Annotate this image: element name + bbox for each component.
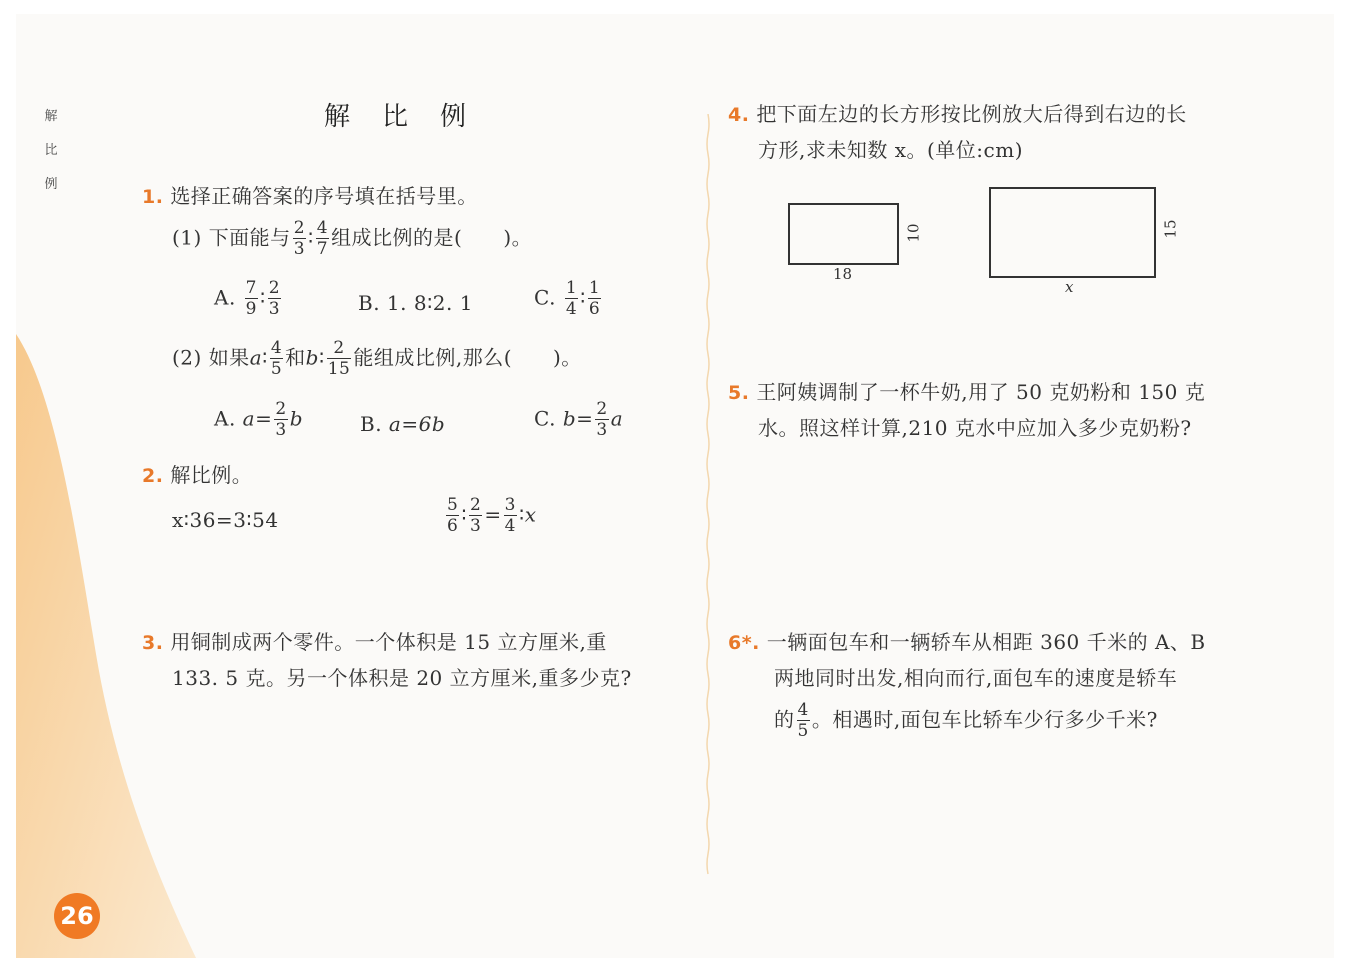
question-text: 解比例。	[170, 463, 253, 487]
question-text: 。相遇时,面包车比轿车少行多少千米?	[811, 707, 1158, 732]
option-label: A.	[214, 406, 236, 431]
fraction	[469, 497, 482, 535]
question-2	[142, 459, 252, 488]
denominator: 6	[588, 299, 601, 319]
option-label: C.	[534, 406, 556, 431]
numerator: 5	[447, 495, 459, 515]
denominator: 3	[470, 516, 482, 536]
small-rectangle-height-label: 10	[904, 223, 923, 243]
question-6-line-2	[774, 662, 1177, 691]
numerator: 3	[504, 495, 516, 515]
option-label: A.	[214, 285, 236, 310]
fraction	[565, 280, 578, 318]
stem-suffix: 能组成比例,那么( )。	[353, 345, 582, 370]
numerator: 4	[797, 700, 809, 720]
ratio-sign: ∶	[308, 225, 314, 250]
question-text: 水。照这样计算,210 克水中应加入多少克奶粉?	[758, 416, 1192, 440]
fraction	[268, 280, 281, 318]
numerator: 2	[596, 399, 608, 419]
page-number-badge: 26	[54, 893, 100, 939]
q1-part1-stem	[172, 220, 532, 258]
numerator: 4	[316, 218, 329, 238]
question-text: 把下面左边的长方形按比例放大后得到右边的长	[756, 102, 1187, 126]
side-tab-char: 比	[44, 143, 58, 158]
variable: b	[289, 406, 304, 431]
question-text: 的	[774, 707, 795, 732]
fraction	[245, 280, 258, 318]
numerator: 7	[245, 278, 257, 298]
large-rectangle	[989, 187, 1156, 278]
question-text: 方形,求未知数 x。(单位:cm)	[758, 138, 1024, 162]
fraction	[588, 280, 601, 318]
question-text: 一辆面包车和一辆轿车从相距 360 千米的 A、B	[766, 630, 1206, 654]
question-text: 用铜制成两个零件。一个体积是 15 立方厘米,重	[170, 630, 607, 654]
equals-sign: =	[484, 502, 502, 527]
fraction	[327, 340, 352, 378]
q1-part1-option-a[interactable]	[214, 280, 283, 318]
question-3-line-2	[172, 662, 632, 691]
q1-part2-option-b[interactable]	[360, 412, 445, 436]
denominator: 4	[504, 516, 516, 536]
numerator: 1	[565, 278, 578, 298]
fraction	[293, 220, 306, 258]
numerator: 2	[470, 495, 482, 515]
fraction	[797, 702, 810, 740]
small-rectangle	[788, 203, 899, 265]
question-number: 5.	[728, 382, 750, 404]
equation-text: x∶36=3∶54	[172, 508, 279, 532]
ratio-sign: ∶	[580, 285, 586, 310]
variable: x	[524, 502, 537, 527]
denominator: 15	[327, 359, 351, 379]
variable: a	[249, 345, 263, 370]
small-rectangle-width-label: 18	[833, 265, 853, 283]
q2-equation-2	[444, 497, 536, 535]
ratio-sign: ∶	[262, 345, 268, 370]
q1-part1-option-b[interactable]	[358, 291, 473, 315]
numerator: 1	[588, 278, 601, 298]
ratio-sign: ∶	[518, 502, 525, 527]
denominator: 3	[596, 420, 608, 440]
denominator: 3	[275, 420, 287, 440]
large-rectangle-height-label: 15	[1161, 219, 1180, 239]
q1-part1-option-c[interactable]	[534, 280, 603, 318]
question-text: 两地同时出发,相向而行,面包车的速度是轿车	[774, 666, 1178, 690]
equals-sign: =	[255, 406, 273, 431]
stem-prefix: (1) 下面能与	[172, 225, 291, 250]
fraction	[504, 497, 517, 535]
denominator: 4	[565, 299, 578, 319]
ratio-sign: ∶	[260, 285, 266, 310]
option-label: B.	[360, 412, 383, 436]
q1-part2-option-c[interactable]	[534, 401, 623, 439]
stem-prefix: (2) 如果	[172, 345, 250, 370]
stem-suffix: 组成比例的是( )。	[331, 225, 533, 250]
denominator: 3	[268, 299, 281, 319]
numerator: 2	[268, 278, 281, 298]
fraction	[316, 220, 329, 258]
fraction	[595, 401, 608, 439]
side-tab-char: 解	[44, 109, 58, 124]
question-number: 3.	[142, 632, 164, 654]
title-char: 例	[440, 102, 467, 132]
question-4-line-2	[758, 134, 1023, 163]
side-tab-char: 例	[44, 177, 58, 192]
large-rectangle-width-label: x	[1065, 278, 1074, 296]
side-tab	[44, 100, 58, 202]
question-number: 1.	[142, 186, 164, 208]
denominator: 5	[797, 721, 809, 741]
question-text: 133. 5 克。另一个体积是 20 立方厘米,重多少克?	[172, 666, 632, 690]
q1-part2-stem	[172, 340, 582, 378]
question-text: 选择正确答案的序号填在括号里。	[170, 184, 478, 208]
q1-part2-option-a[interactable]	[214, 401, 303, 439]
question-1	[142, 180, 478, 209]
workbook-page	[16, 14, 1334, 958]
stem-mid: 和	[285, 345, 306, 370]
title-char: 解	[324, 102, 351, 132]
fraction	[446, 497, 459, 535]
equals-sign: =	[576, 406, 594, 431]
column-divider	[706, 114, 710, 884]
ratio-sign: ∶	[461, 502, 468, 527]
question-5-line-2	[758, 412, 1192, 441]
variable: a	[610, 406, 624, 431]
title-char: 比	[382, 102, 409, 132]
question-number: 6*.	[728, 632, 760, 654]
q2-equation-1	[172, 508, 279, 532]
question-3	[142, 626, 607, 655]
denominator: 7	[316, 239, 329, 259]
numerator: 4	[270, 338, 283, 358]
denominator: 3	[293, 239, 306, 259]
variable: b	[305, 345, 319, 370]
denominator: 9	[245, 299, 257, 319]
numerator: 2	[275, 399, 287, 419]
numerator: 2	[327, 340, 352, 359]
question-4	[728, 98, 1187, 127]
question-5	[728, 376, 1205, 405]
question-number: 4.	[728, 104, 750, 126]
variable: b	[562, 406, 577, 431]
variable: a	[242, 406, 256, 431]
question-number: 2.	[142, 465, 164, 487]
page-title	[324, 96, 498, 133]
question-6	[728, 626, 1206, 655]
question-text: 王阿姨调制了一杯牛奶,用了 50 克奶粉和 150 克	[756, 380, 1206, 404]
denominator: 5	[270, 359, 283, 379]
option-label: C.	[534, 285, 556, 310]
option-text: a=6b	[388, 412, 446, 436]
fraction	[274, 401, 287, 439]
question-6-line-3	[774, 702, 1158, 740]
ratio-sign: ∶	[318, 345, 325, 370]
denominator: 6	[447, 516, 459, 536]
fraction	[270, 340, 283, 378]
option-text: B. 1. 8∶2. 1	[358, 291, 473, 315]
numerator: 2	[293, 218, 306, 238]
